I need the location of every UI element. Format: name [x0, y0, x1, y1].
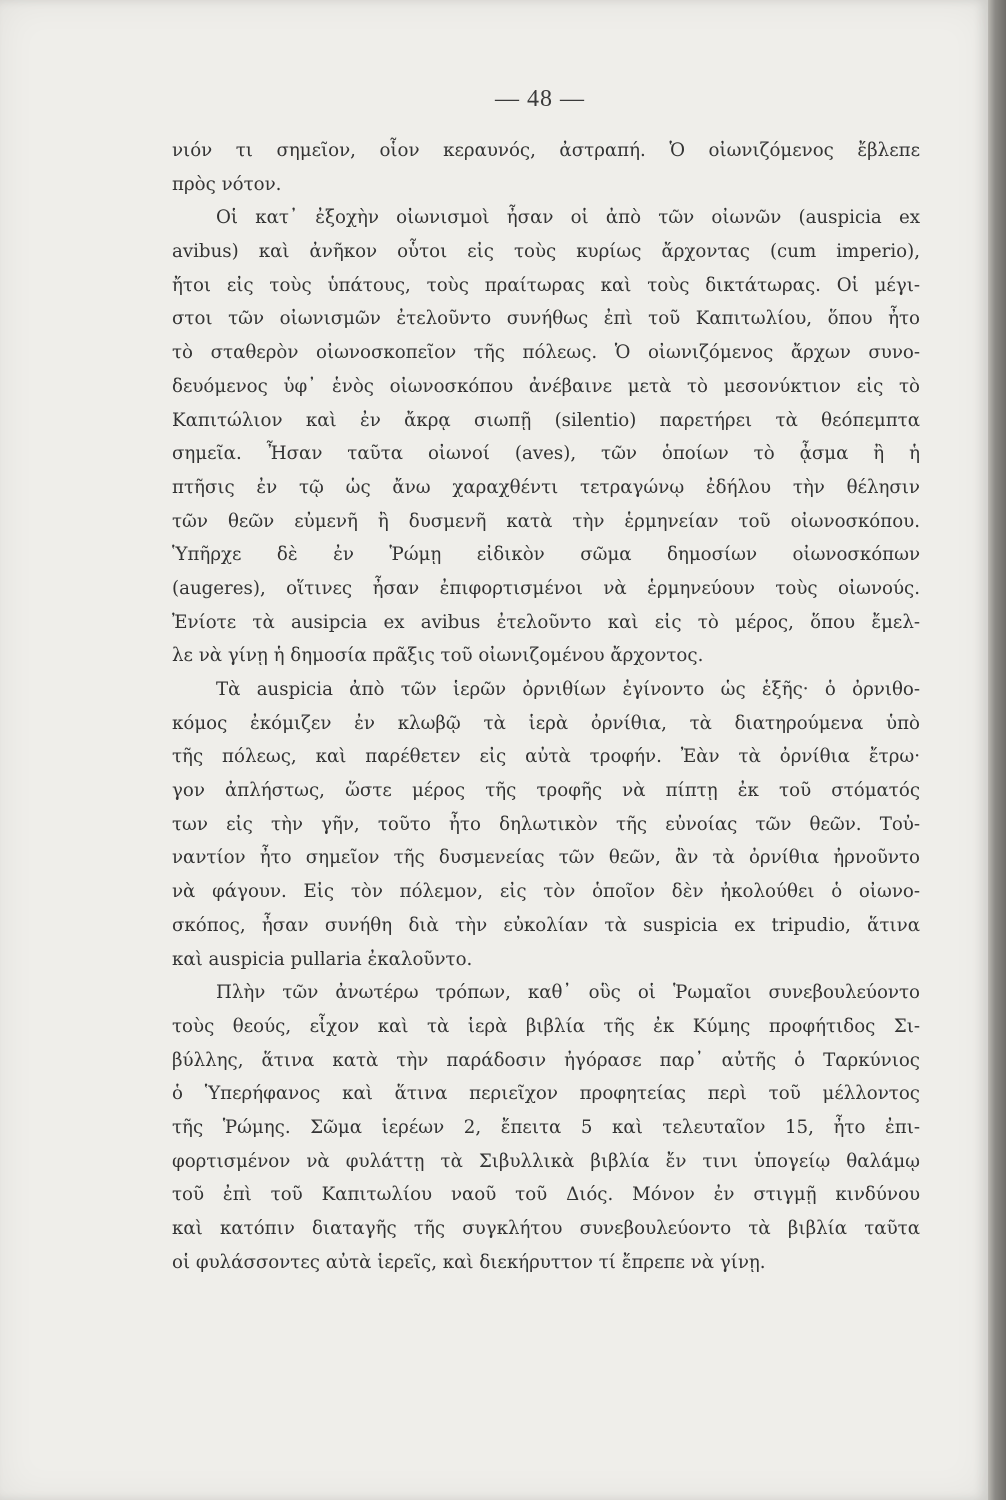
text-line: σκόπος, ἦσαν συνήθη διὰ τὴν εὐκολίαν τὰ suspicia ex tripudio, ἅτινα — [172, 914, 920, 936]
text-line: Καπιτώλιον καὶ ἐν ἄκρᾳ σιωπῇ (silentio) παρετήρει τὰ θεόπεμπτα — [172, 409, 920, 431]
text-line: δευόμενος ὑφ᾽ ἑνὸς οἰωνοσκόπου ἀνέβαινε μετὰ τὸ μεσονύκτιον εἰς τὸ — [172, 375, 920, 397]
text-line: γον ἀπλήστως, ὥστε μέρος τῆς τροφῆς νὰ πίπτῃ ἐκ τοῦ στόματός — [172, 780, 920, 802]
text-line: τῶν θεῶν εὐμενῆ ἢ δυσμενῆ κατὰ τὴν ἑρμηνείαν τοῦ οἰωνοσκόπου. — [172, 510, 920, 532]
text-line: λε νὰ γίνῃ ἡ δημοσία πρᾶξις τοῦ οἰωνιζομένου ἄρχοντος. — [172, 645, 704, 667]
text-line: πρὸς νότον. — [172, 173, 282, 195]
text-line: σημεῖα. Ἦσαν ταῦτα οἰωνοί (aves), τῶν ὁποίων τὸ ᾆσμα ἢ ἡ — [172, 443, 920, 465]
text-line: τῆς πόλεως, καὶ παρέθετεν εἰς αὐτὰ τροφήν. Ἐὰν τὰ ὀρνίθια ἔτρω· — [172, 746, 920, 768]
text-line: Ὑπῆρχε δὲ ἐν Ῥώμῃ εἰδικὸν σῶμα δημοσίων οἰωνοσκόπων — [172, 544, 920, 566]
text-line: καὶ auspicia pullaria ἐκαλοῦντο. — [172, 948, 473, 970]
text-line: νὰ φάγουν. Εἰς τὸν πόλεμον, εἰς τὸν ὁποῖον δὲν ἠκολούθει ὁ οἰωνο- — [172, 881, 920, 903]
text-line: avibus) καὶ ἀνῆκον οὗτοι εἰς τοὺς κυρίως ἄρχοντας (cum imperio), — [172, 241, 920, 263]
text-line: τῆς Ῥώμης. Σῶμα ἱερέων 2, ἔπειτα 5 καὶ τελευταῖον 15, ἦτο ἐπι- — [172, 1116, 920, 1138]
text-line: Πλὴν τῶν ἀνωτέρω τρόπων, καθ᾽ οὓς οἱ Ῥωμαῖοι συνεβουλεύοντο — [216, 982, 920, 1004]
text-line: Ἐνίοτε τὰ ausipcia ex avibus ἐτελοῦντο καὶ εἰς τὸ μέρος, ὅπου ἔμελ- — [172, 611, 920, 633]
text-line: νιόν τι σημεῖον, οἷον κεραυνός, ἀστραπή. Ὁ οἰωνιζόμενος ἔβλεπε — [172, 140, 920, 161]
text-line: φορτισμένον νὰ φυλάττῃ τὰ Σιβυλλικὰ βιβλία ἔν τινι ὑπογείῳ θαλάμῳ — [172, 1150, 920, 1172]
text-line: Οἱ κατ᾽ ἐξοχὴν οἰωνισμοὶ ἦσαν οἱ ἀπὸ τῶν οἰωνῶν (auspicia ex — [216, 207, 920, 229]
text-line: ἤτοι εἰς τοὺς ὑπάτους, τοὺς πραίτωρας καὶ τοὺς δικτάτωρας. Οἱ μέγι- — [172, 274, 920, 296]
text-line: τοῦ ἐπὶ τοῦ Καπιτωλίου ναοῦ τοῦ Διός. Μόνον ἐν στιγμῇ κινδύνου — [172, 1184, 920, 1206]
text-line: Τὰ auspicia ἀπὸ τῶν ἱερῶν ὀρνιθίων ἐγίνοντο ὡς ἑξῆς· ὁ ὀρνιθο- — [216, 679, 920, 700]
text-line: καὶ κατόπιν διαταγῆς τῆς συγκλήτου συνεβουλεύοντο τὰ βιβλία ταῦτα — [172, 1218, 920, 1239]
text-line: πτῆσις ἐν τῷ ὡς ἄνω χαραχθέντι τετραγώνῳ ἐδήλου τὴν θέλησιν — [172, 476, 920, 498]
page-number: — 48 — — [495, 86, 585, 112]
text-line: οἱ φυλάσσοντες αὐτὰ ἱερεῖς, καὶ διεκήρυττον τί ἔπρεπε νὰ γίνῃ. — [172, 1251, 766, 1273]
text-line: τὸ σταθερὸν οἰωνοσκοπεῖον τῆς πόλεως. Ὁ οἰωνιζόμενος ἄρχων συνο- — [172, 342, 920, 364]
text-line: κόμος ἐκόμιζεν ἐν κλωβῷ τὰ ἱερὰ ὀρνίθια, τὰ διατηρούμενα ὑπὸ — [172, 712, 920, 734]
page-edge-shadow — [988, 0, 1006, 1500]
text-line: στοι τῶν οἰωνισμῶν ἐτελοῦντο συνήθως ἐπὶ τοῦ Καπιτωλίου, ὅπου ἦτο — [172, 308, 920, 330]
text-line: ναντίον ἦτο σημεῖον τῆς δυσμενείας τῶν θεῶν, ἂν τὰ ὀρνίθια ἠρνοῦντο — [172, 847, 920, 869]
text-line: ὁ Ὑπερήφανος καὶ ἅτινα περιεῖχον προφητείας περὶ τοῦ μέλλοντος — [172, 1083, 920, 1105]
text-line: (augeres), οἵτινες ἦσαν ἐπιφορτισμένοι νὰ ἑρμηνεύουν τοὺς οἰωνούς. — [172, 577, 920, 599]
text-line: βύλλης, ἅτινα κατὰ τὴν παράδοσιν ἠγόρασε παρ᾽ αὐτῆς ὁ Ταρκύνιος — [172, 1049, 920, 1071]
text-line: τοὺς θεούς, εἶχον καὶ τὰ ἱερὰ βιβλία τῆς ἐκ Κύμης προφήτιδος Σι- — [172, 1015, 920, 1037]
text-line: των εἰς τὴν γῆν, τοῦτο ἦτο δηλωτικὸν τῆς εὐνοίας τῶν θεῶν. Τοὐ- — [172, 813, 920, 835]
body-text — [172, 134, 920, 1279]
